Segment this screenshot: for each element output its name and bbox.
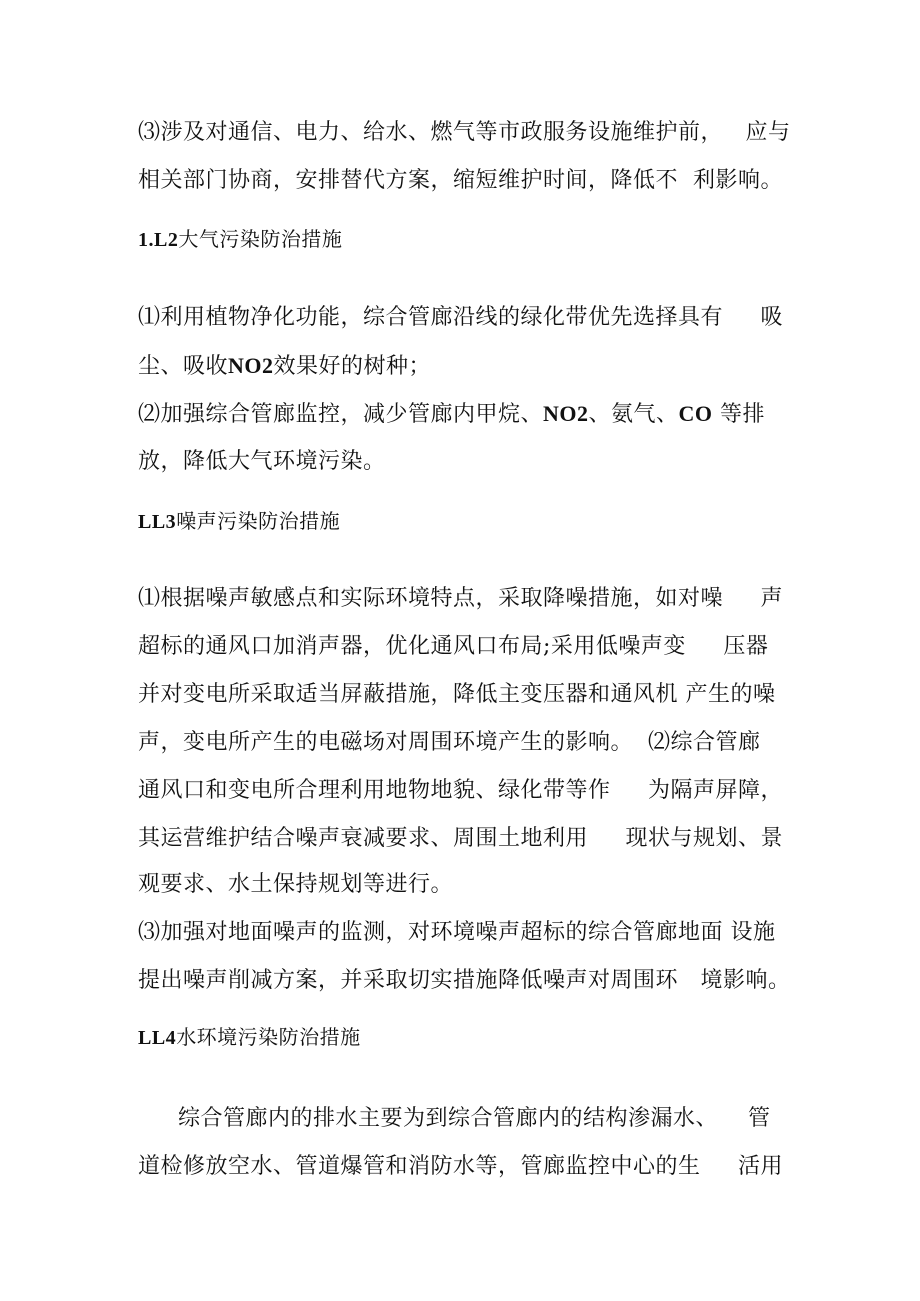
heading-text: 水环境污染防治措施 bbox=[176, 1025, 361, 1049]
text-run: 效果好的树种； bbox=[273, 354, 432, 379]
noise-para-line-1: ⑴根据噪声敏感点和实际环境特点，采取降噪措施，如对噪 声 bbox=[138, 586, 783, 611]
section-heading-1-1-2 bbox=[138, 224, 342, 255]
para-3-line-1: ⑶涉及对通信、电力、给水、燃气等市政服务设施维护前， 应与 bbox=[138, 120, 791, 145]
heading-text: 大气污染防治措施 bbox=[178, 227, 343, 251]
noise-para-line-5: 通风口和变电所合理利用地物地貌、绿化带等作 为隔声屏障， bbox=[138, 778, 783, 803]
air-para-2-line-1 bbox=[138, 399, 765, 430]
air-para-1-line-2 bbox=[138, 351, 431, 382]
section-heading-1-1-4 bbox=[138, 1022, 361, 1053]
chem-no2: NO2 bbox=[228, 353, 274, 378]
air-para-1-line-1: ⑴利用植物净化功能，综合管廊沿线的绿化带优先选择具有 吸 bbox=[138, 305, 783, 330]
chem-co: CO bbox=[678, 401, 713, 426]
heading-text: 噪声污染防治措施 bbox=[176, 509, 341, 533]
chem-no2: NO2 bbox=[543, 401, 589, 426]
noise-para-line-9: 提出噪声削减方案，并采取切实措施降低噪声对周围环 境影响。 bbox=[138, 968, 791, 993]
section-heading-1-1-3 bbox=[138, 506, 340, 537]
text-run: 等排 bbox=[712, 402, 766, 427]
noise-para-line-6: 其运营维护结合噪声衰减要求、周围土地利用 现状与规划、景 bbox=[138, 826, 783, 851]
noise-para-line-7: 观要求、水土保持规划等进行。 bbox=[138, 872, 454, 897]
para-3-line-2: 相关部门协商，安排替代方案，缩短维护时间，降低不 利影响。 bbox=[138, 168, 783, 193]
noise-para-line-2: 超标的通风口加消声器，优化通风口布局;采用低噪声变 压器 bbox=[138, 634, 769, 659]
noise-para-line-8: ⑶加强对地面噪声的监测，对环境噪声超标的综合管廊地面 设施 bbox=[138, 920, 776, 945]
water-para-line-1: 综合管廊内的排水主要为到综合管廊内的结构渗漏水、 管 bbox=[178, 1106, 771, 1131]
water-para-line-2: 道检修放空水、管道爆管和消防水等，管廊监控中心的生 活用 bbox=[138, 1154, 783, 1179]
heading-number: LL4 bbox=[138, 1027, 177, 1049]
noise-para-line-3: 并对变电所采取适当屏蔽措施，降低主变压器和通风机 产生的噪 bbox=[138, 682, 776, 707]
heading-number: LL3 bbox=[138, 511, 177, 533]
text-run: 尘、吸收 bbox=[138, 354, 229, 379]
air-para-2-line-2: 放，降低大气环境污染。 bbox=[138, 449, 386, 474]
noise-para-line-4: 声，变电所产生的电磁场对周围环境产生的影响。 ⑵综合管廊 bbox=[138, 730, 761, 755]
text-run: 、氨气、 bbox=[588, 402, 679, 427]
text-run: ⑵加强综合管廊监控，减少管廊内甲烷、 bbox=[138, 402, 544, 427]
heading-number: 1.L2 bbox=[138, 229, 179, 251]
